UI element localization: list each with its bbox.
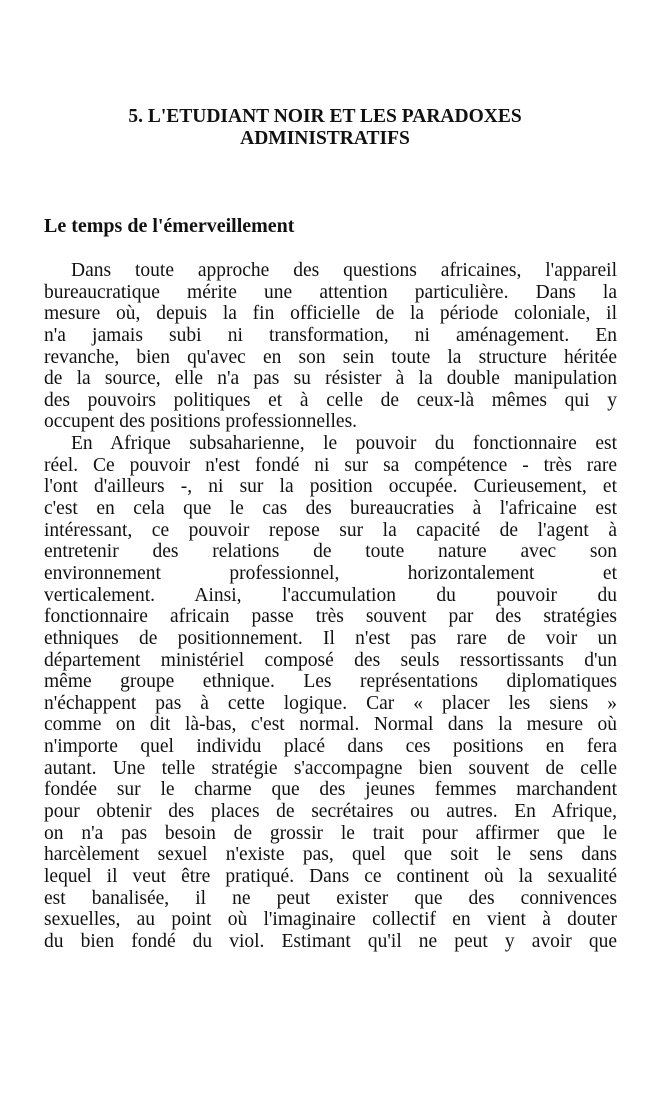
text-line: occupent des positions professionnelles.: [44, 411, 358, 433]
text-line: des pouvoirs politiques et à celle de ceux-là mêmes qui y: [44, 389, 617, 411]
text-line: n'importe quel individu placé dans ces positions en fera: [44, 736, 617, 758]
text-line: c'est en cela que le cas des bureaucraties à l'africaine est: [44, 498, 617, 520]
text-line: fonctionnaire africain passe très souvent par des stratégies: [44, 606, 617, 628]
text-line: mesure où, depuis la fin officielle de la période coloniale, il: [44, 303, 617, 325]
text-line: fondée sur le charme que des jeunes femmes marchandent: [44, 779, 617, 801]
paragraph: [44, 260, 617, 433]
paragraph: [44, 433, 617, 952]
text-line: revanche, bien qu'avec en son sein toute la structure héritée: [44, 346, 617, 368]
text-line: lequel il veut être pratiqué. Dans ce continent où la sexualité: [44, 865, 617, 887]
text-line: En Afrique subsaharienne, le pouvoir du fonctionnaire est: [71, 433, 617, 455]
text-line: pour obtenir des places de secrétaires ou autres. En Afrique,: [44, 801, 617, 823]
text-line: même groupe ethnique. Les représentations diplomatiques: [44, 671, 617, 693]
text-line: l'ont d'ailleurs -, ni sur la position occupée. Curieusement, et: [44, 476, 617, 498]
body-text: [44, 260, 617, 953]
text-line: intéressant, ce pouvoir repose sur la capacité de l'agent à: [44, 519, 617, 541]
text-line: autant. Une telle stratégie s'accompagne bien souvent de celle: [44, 757, 617, 779]
text-line: environnement professionnel, horizontalement et: [44, 562, 617, 584]
text-line: du bien fondé du viol. Estimant qu'il ne peut y avoir que: [44, 930, 617, 952]
text-line: de la source, elle n'a pas su résister à la double manipulation: [44, 368, 617, 390]
text-line: n'échappent pas à cette logique. Car « placer les siens »: [44, 692, 617, 714]
text-line: département ministériel composé des seuls ressortissants d'un: [44, 649, 617, 671]
text-line: bureaucratique mérite une attention particulière. Dans la: [44, 281, 617, 303]
text-line: sexuelles, au point où l'imaginaire collectif en vient à douter: [44, 909, 617, 931]
text-line: Dans toute approche des questions africaines, l'appareil: [71, 260, 617, 281]
text-line: entretenir des relations de toute nature avec son: [44, 541, 617, 563]
chapter-title-line-2: ADMINISTRATIFS: [240, 128, 410, 149]
chapter-title-line-1: 5. L'ETUDIANT NOIR ET LES PARADOXES: [128, 106, 522, 127]
text-line: comme on dit là-bas, c'est normal. Normal dans la mesure où: [44, 714, 617, 736]
section-heading: Le temps de l'émerveillement: [44, 215, 295, 237]
text-line: ethniques de positionnement. Il n'est pas rare de voir un: [44, 627, 617, 649]
text-line: n'a jamais subi ni transformation, ni aménagement. En: [44, 324, 617, 346]
text-line: réel. Ce pouvoir n'est fondé ni sur sa compétence - très rare: [44, 454, 617, 476]
text-line: est banalisée, il ne peut exister que des connivences: [44, 887, 617, 909]
text-line: verticalement. Ainsi, l'accumulation du pouvoir du: [44, 584, 617, 606]
text-line: on n'a pas besoin de grossir le trait pour affirmer que le: [44, 822, 617, 844]
text-line: harcèlement sexuel n'existe pas, quel que soit le sens dans: [44, 844, 617, 866]
